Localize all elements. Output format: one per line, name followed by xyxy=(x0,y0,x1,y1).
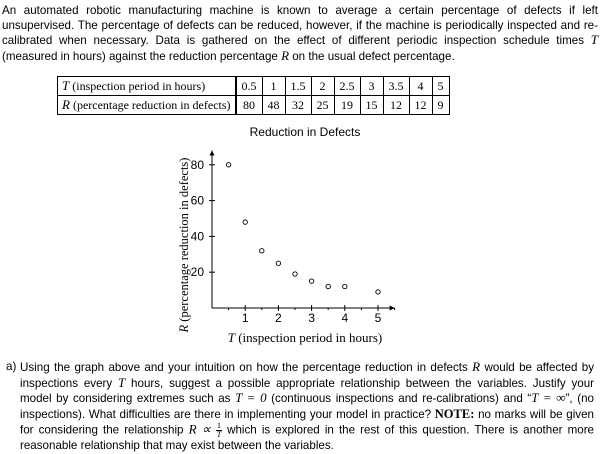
note-label: NOTE: xyxy=(434,406,475,421)
x-tick-label: 2 xyxy=(275,311,282,325)
y-tick-label: 40 xyxy=(190,229,204,244)
question-a xyxy=(6,360,594,454)
y-tick-label: 80 xyxy=(190,157,204,172)
data-point xyxy=(276,261,280,265)
x-tick-label: 1 xyxy=(241,311,249,325)
table-cell: 80 xyxy=(236,96,263,115)
data-point xyxy=(260,249,264,253)
x-axis-arrow xyxy=(390,306,395,311)
chart-title: Reduction in Defects xyxy=(249,125,361,139)
table-cell: 2.5 xyxy=(334,77,360,96)
data-point xyxy=(343,284,347,288)
chart-points xyxy=(226,163,380,294)
data-point xyxy=(326,284,330,288)
table-cell: 12 xyxy=(409,96,432,115)
variable-R: R xyxy=(281,48,290,64)
chart-axes xyxy=(210,150,395,310)
table-cell: 48 xyxy=(262,96,285,115)
data-point xyxy=(243,220,247,224)
problem-intro xyxy=(2,4,598,65)
intro-text-2: (measured in hours) against the reduction percentage xyxy=(2,50,282,64)
row-label-R: R (percentage reduction in defects) xyxy=(58,96,236,115)
data-point xyxy=(293,272,297,276)
y-tick-label: 20 xyxy=(190,265,204,280)
data-point xyxy=(309,279,313,283)
x-axis-label: T (inspection period in hours) xyxy=(227,330,383,345)
question-label: a) xyxy=(6,360,17,373)
intro-text-1: An automated robotic manufacturing machine is known to average a certain percentage of defects if left unsupervised. The percentage of defects can be reduced, however, if the machine is periodically inspected and re-calibrated when necessary. Data is gathered on the effect of different periodic inspection schedule times xyxy=(2,4,598,48)
row-label-T: T (inspection period in hours) xyxy=(58,77,236,96)
table-cell: 15 xyxy=(360,96,383,115)
x-tick-label: 5 xyxy=(374,311,382,325)
table-cell: 2 xyxy=(311,77,334,96)
variable-T: T xyxy=(590,32,598,48)
x-tick-label: 4 xyxy=(341,311,349,325)
table-cell: 1.5 xyxy=(285,77,311,96)
question-body: Using the graph above and your intuition on how the percentage reduction in defects R would be affected by inspections every T hours, suggest a possible appropriate relationship between the variables. Justify your model by considering extremes such as T = 0 (continuous inspections and re-calibrations) and “T = ∞”, (no inspections). What difficulties are there in implementing your model in practice? NOTE: no marks will be given for considering the relationship R ∝ $\frac{1}{T}$ which is explored in the rest of this question. There is another more reasonable relationship that may exist between the variables. xyxy=(20,359,595,452)
y-axis-arrow xyxy=(210,150,215,155)
data-point xyxy=(376,290,380,294)
table-cell: 5 xyxy=(432,77,449,96)
y-axis-label: R (percentage reduction in defects) xyxy=(177,157,191,333)
intro-paragraph xyxy=(2,4,598,65)
x-tick-label: 3 xyxy=(308,311,315,325)
table-row-R xyxy=(58,96,450,115)
table-cell: 32 xyxy=(285,96,311,115)
table-cell: 1 xyxy=(262,77,285,96)
table-row-T xyxy=(58,77,450,96)
fraction: $\frac{1}{T}$ xyxy=(216,421,222,439)
table-cell: 3.5 xyxy=(383,77,409,96)
table-cell: 3 xyxy=(360,77,383,96)
table-cell: 19 xyxy=(334,96,360,115)
table-cell: 0.5 xyxy=(236,77,263,96)
chart-ticks xyxy=(191,158,395,325)
data-point xyxy=(226,163,230,167)
scatter-chart xyxy=(160,120,450,352)
table-cell: 4 xyxy=(409,77,432,96)
table-cell: 9 xyxy=(432,96,449,115)
y-tick-label: 60 xyxy=(190,193,204,208)
intro-text-3: on the usual defect percentage. xyxy=(289,50,455,64)
table-cell: 25 xyxy=(311,96,334,115)
data-table xyxy=(57,76,450,115)
table-cell: 12 xyxy=(383,96,409,115)
